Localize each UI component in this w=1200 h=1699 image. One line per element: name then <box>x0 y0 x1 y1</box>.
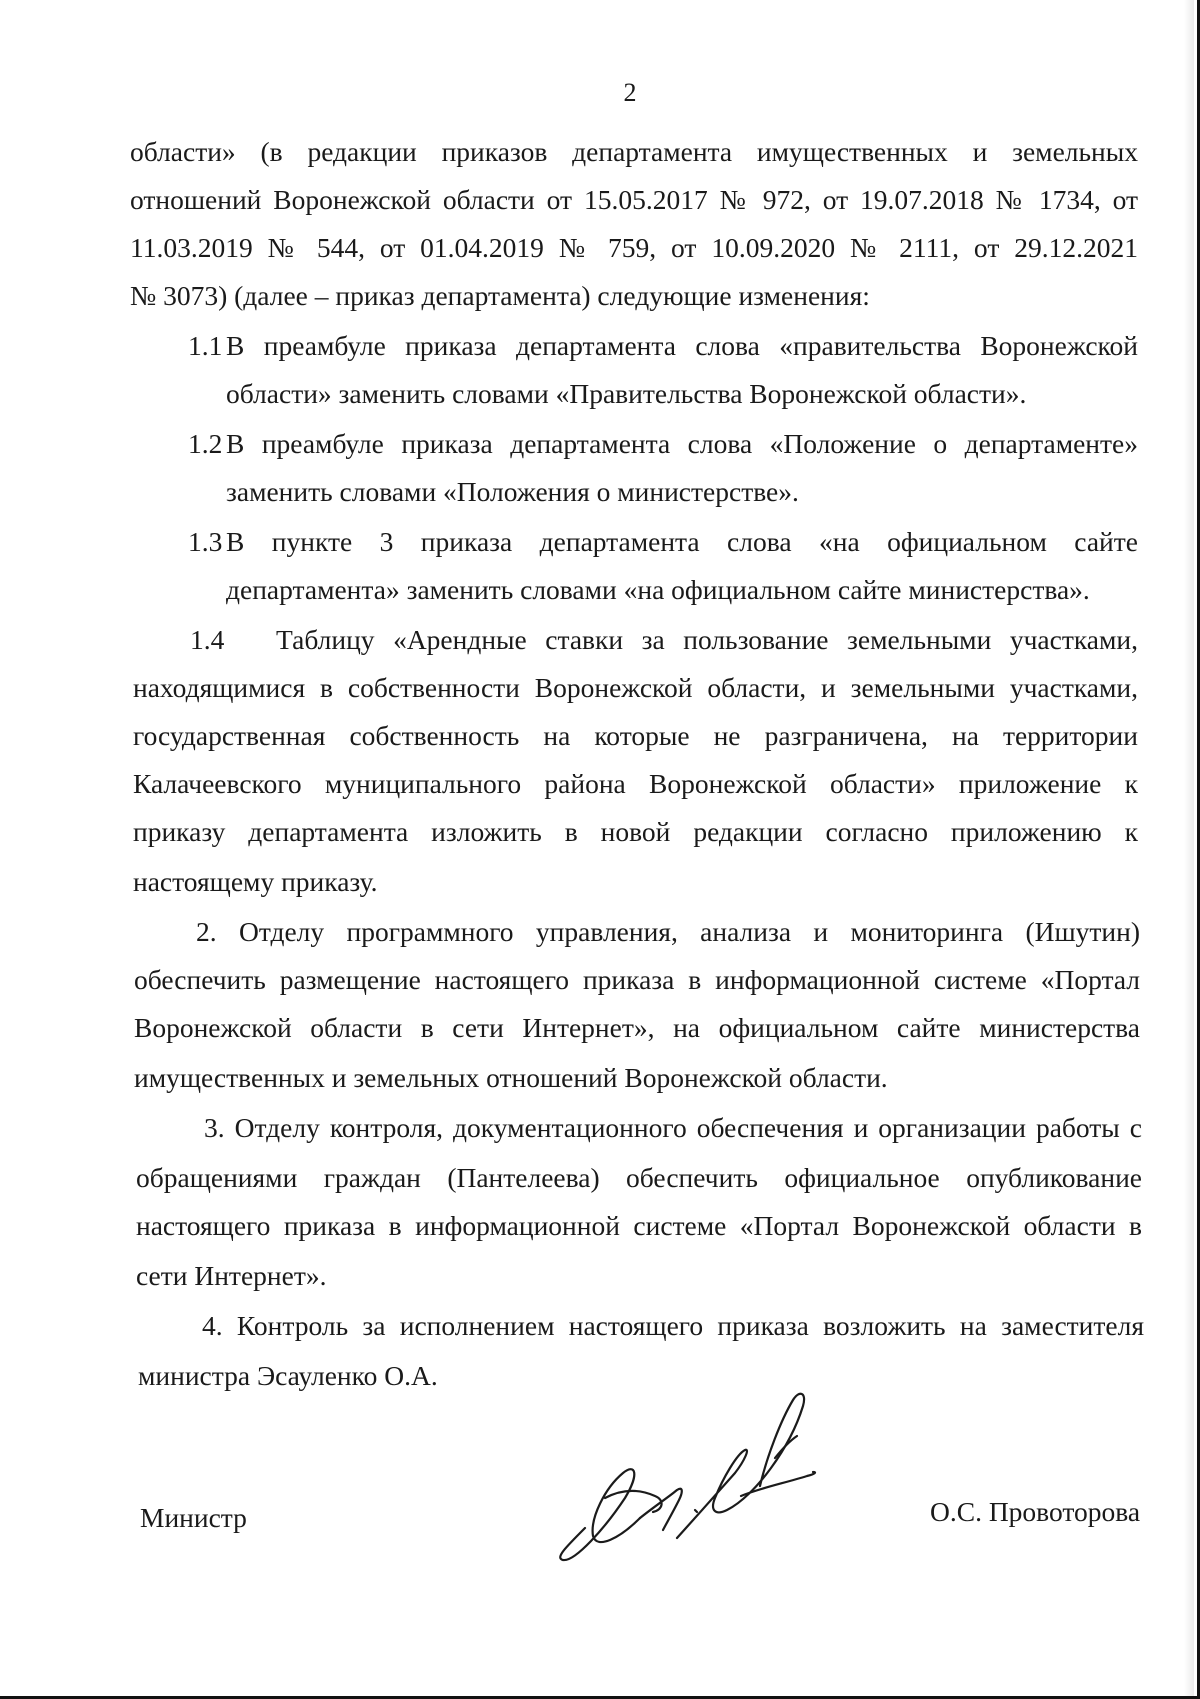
item-1-4-line: государственная собственность на которые не разграничена, на территории <box>133 720 1138 751</box>
item-2-line: 2. Отделу программного управления, анализа и мониторинга (Ишутин) <box>196 916 1140 947</box>
sub-item-line: В преамбуле приказа департамента слова «Положение о департаменте» <box>226 428 1138 459</box>
intro-line: № 3073) (далее – приказ департамента) следующие изменения: <box>130 280 870 311</box>
intro-line: отношений Воронежской области от 15.05.2017 № 972, от 19.07.2018 № 1734, от <box>130 184 1138 215</box>
item-3-line: сети Интернет». <box>136 1260 327 1291</box>
item-1-4-number: 1.4 <box>190 624 225 655</box>
item-2-line: обеспечить размещение настоящего приказа в информационной системе «Портал <box>134 964 1140 995</box>
handwritten-signature <box>545 1378 835 1568</box>
sub-item-number: 1.1 <box>188 330 223 361</box>
signatory-title: Министр <box>140 1502 247 1533</box>
item-3-line: обращениями граждан (Пантелеева) обеспечить официальное опубликование <box>136 1162 1142 1193</box>
item-2-line: имущественных и земельных отношений Воронежской области. <box>134 1062 888 1093</box>
item-1-4-line: приказу департамента изложить в новой редакции согласно приложению к <box>133 816 1138 847</box>
item-4-line: 4. Контроль за исполнением настоящего приказа возложить на заместителя <box>202 1310 1144 1341</box>
sub-item-line: В пункте 3 приказа департамента слова «на официальном сайте <box>226 526 1138 557</box>
item-1-4-line: Таблицу «Арендные ставки за пользование земельными участками, <box>276 624 1138 655</box>
sub-item-line: В преамбуле приказа департамента слова «правительства Воронежской <box>226 330 1138 361</box>
signatory-name: О.С. Провоторова <box>930 1496 1141 1527</box>
item-4-line: министра Эсауленко О.А. <box>138 1360 438 1391</box>
sub-item-line: департамента» заменить словами «на официальном сайте министерства». <box>226 574 1090 605</box>
item-1-4-line: настоящему приказу. <box>133 866 378 897</box>
item-2-line: Воронежской области в сети Интернет», на официальном сайте министерства <box>134 1012 1140 1043</box>
intro-line: области» (в редакции приказов департамента имущественных и земельных <box>130 136 1138 167</box>
item-3-line: 3. Отделу контроля, документационного обеспечения и организации работы с <box>204 1112 1142 1143</box>
intro-line: 11.03.2019 № 544, от 01.04.2019 № 759, от 10.09.2020 № 2111, от 29.12.2021 <box>130 232 1138 263</box>
sub-item-line: области» заменить словами «Правительства Воронежской области». <box>226 378 1027 409</box>
sub-item-number: 1.3 <box>188 526 223 557</box>
page-number: 2 <box>623 78 637 107</box>
scan-edge-shadow <box>1184 0 1194 1696</box>
sub-item-line: заменить словами «Положения о министерстве». <box>226 476 799 507</box>
sub-item-number: 1.2 <box>188 428 223 459</box>
item-3-line: настоящего приказа в информационной системе «Портал Воронежской области в <box>136 1210 1142 1241</box>
item-1-4-line: Калачеевского муниципального района Воронежской области» приложение к <box>133 768 1138 799</box>
item-1-4-line: находящимися в собственности Воронежской области, и земельными участками, <box>133 672 1138 703</box>
